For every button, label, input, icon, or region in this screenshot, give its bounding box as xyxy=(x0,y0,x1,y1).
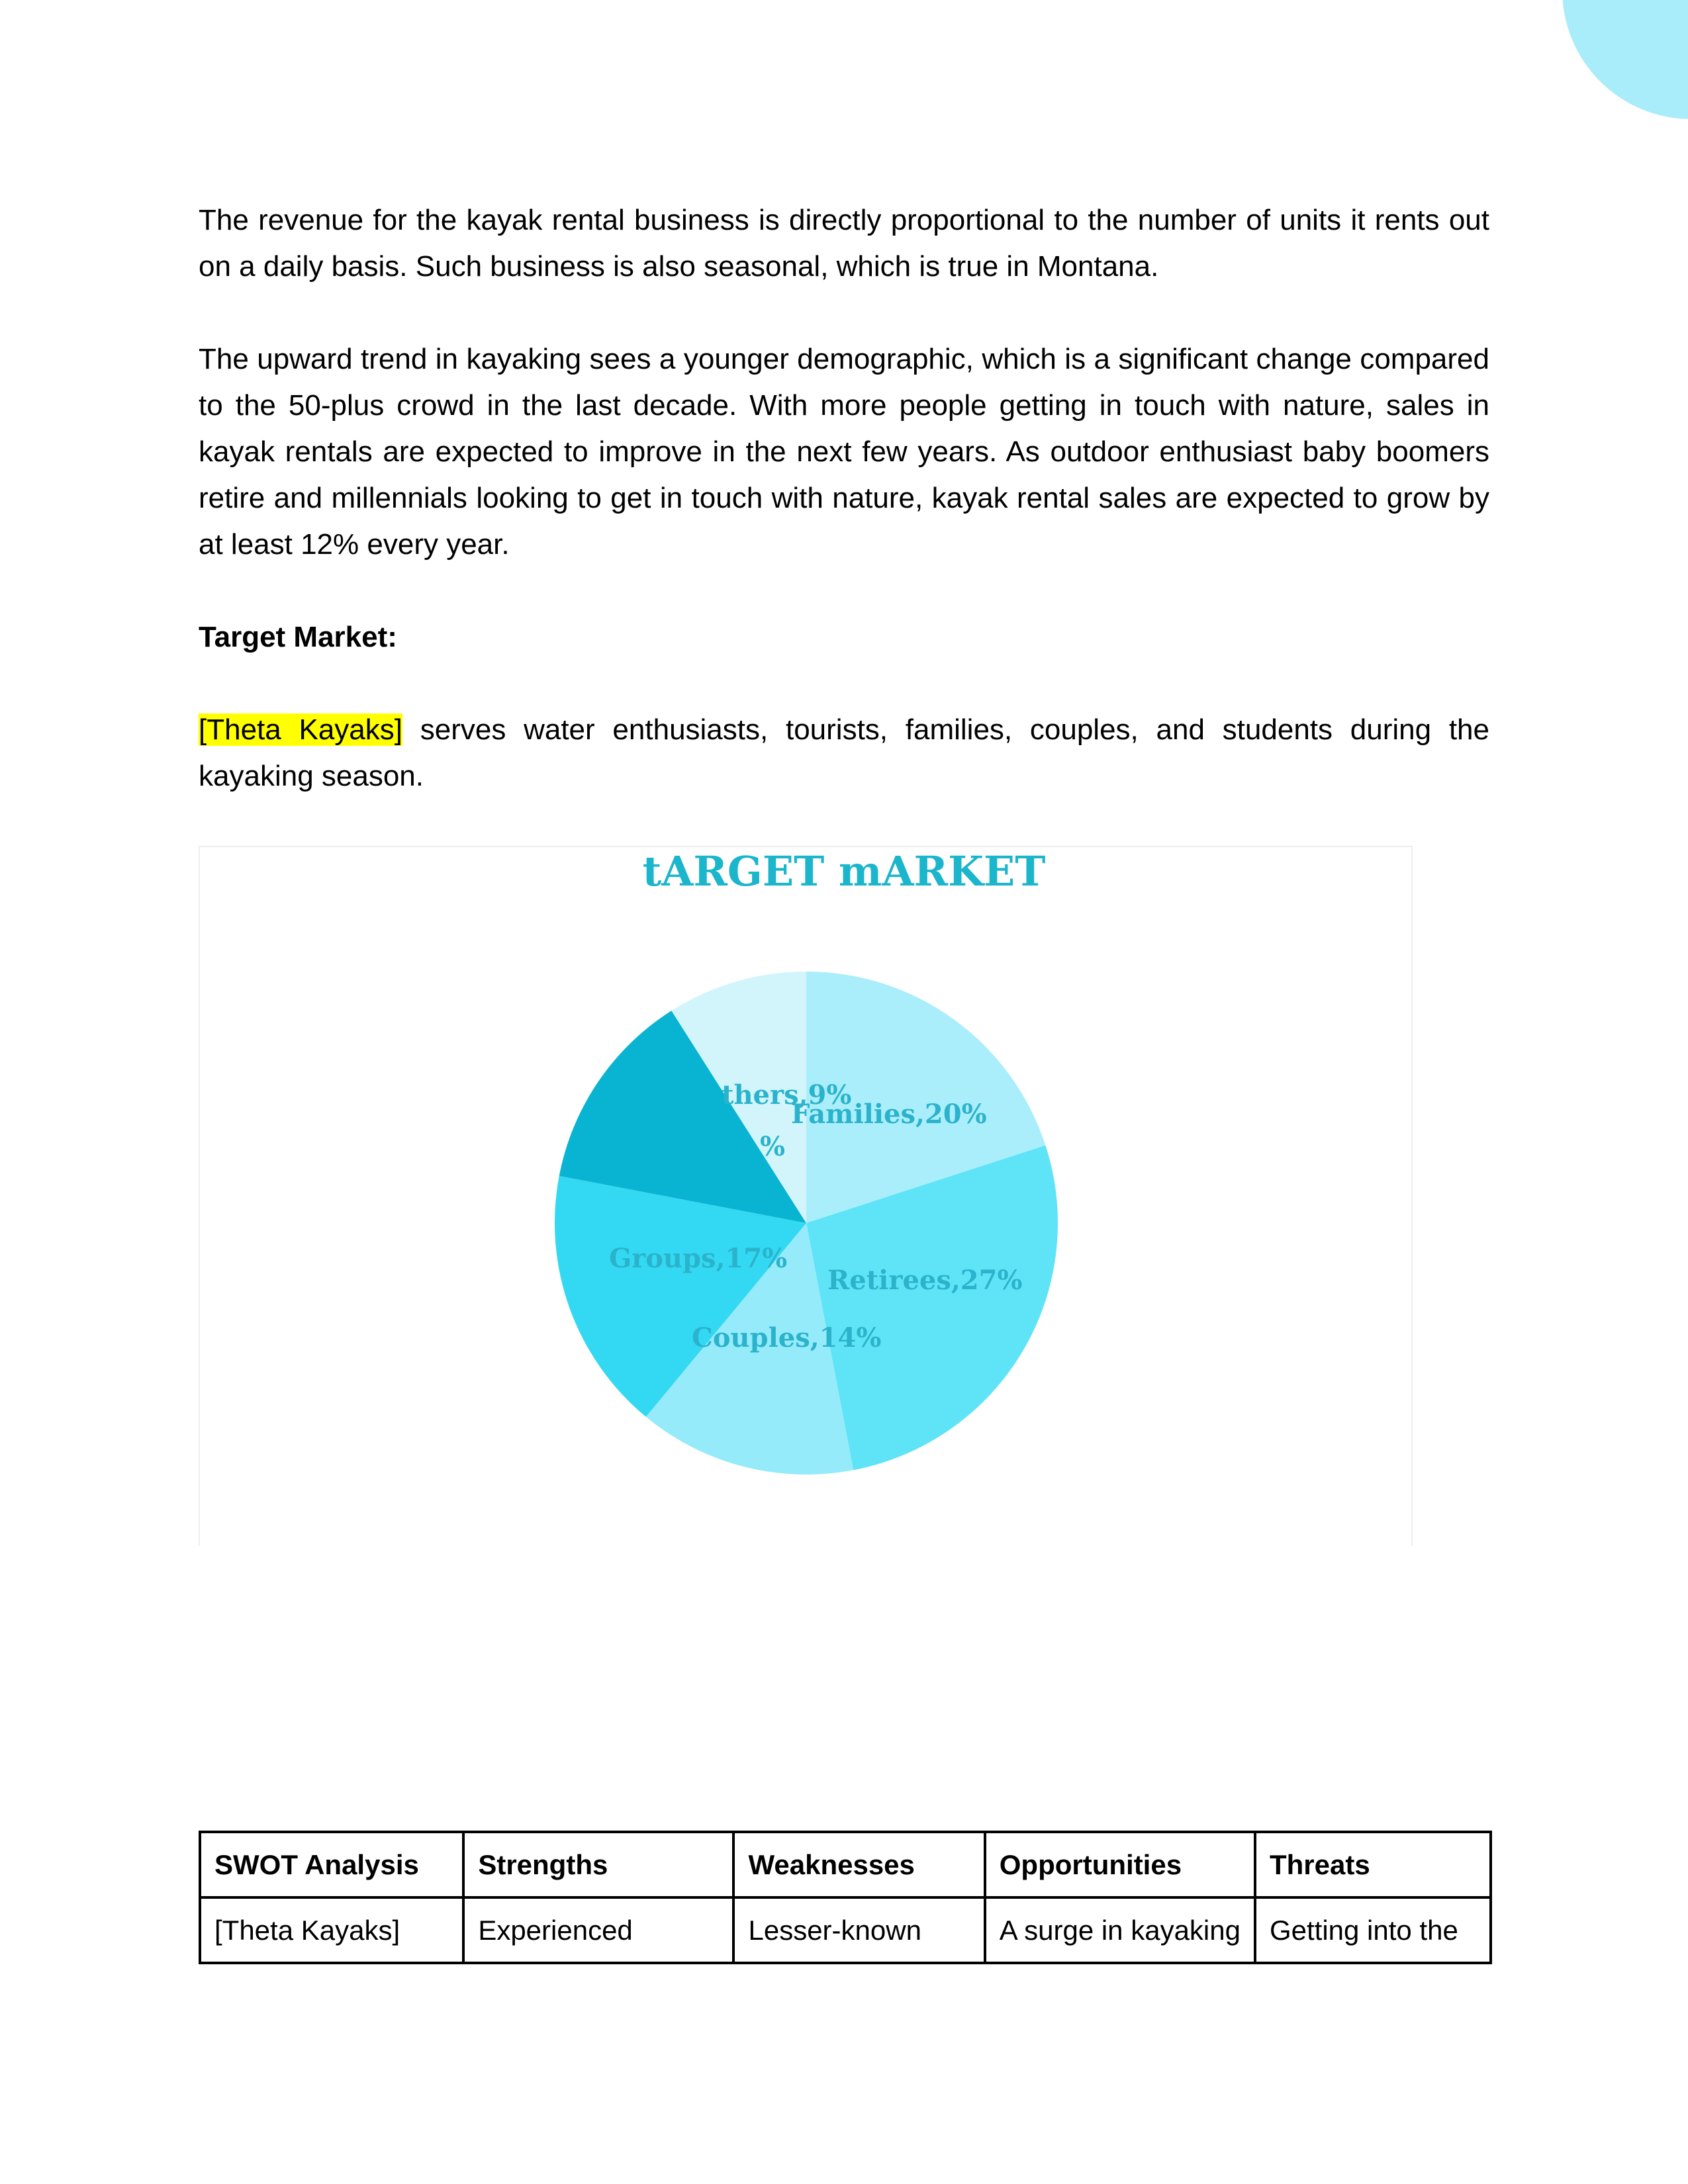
swot-header-cell: Strengths xyxy=(463,1832,733,1897)
pie-label-others: thers,9% xyxy=(722,1079,852,1111)
swot-cell: Getting into the xyxy=(1255,1897,1491,1963)
swot-cell: Lesser-known xyxy=(733,1897,984,1963)
swot-cell: A surge in kayaking xyxy=(985,1897,1255,1963)
highlighted-company-name: [Theta Kayaks] xyxy=(199,713,402,746)
pie-label-families: Families,20% xyxy=(791,1099,987,1130)
heading-target-market: Target Market: xyxy=(199,621,397,653)
swot-table xyxy=(199,1831,1492,1964)
swot-header-cell: Threats xyxy=(1255,1832,1491,1897)
chart-title: tARGET mARKET xyxy=(642,847,1046,895)
pie-label-retirees: Retirees,27% xyxy=(827,1265,1023,1296)
pie-label-couples: Couples,14% xyxy=(692,1322,882,1353)
pie-label-groups: Groups,17% xyxy=(609,1243,788,1274)
swot-header-cell: SWOT Analysis xyxy=(200,1832,463,1897)
paragraph-trend: The upward trend in kayaking sees a younger demographic, which is a significant change compared to the 50-plus crowd in the last decade. With more people getting in touch with nature, sales in kayak rentals are expected to improve in the next few years. As outdoor enthusiast baby boomers retire and millennials looking to get in touch with nature, kayak rental sales are expected to grow by at least 12% every year. xyxy=(199,343,1489,561)
paragraph-revenue: The revenue for the kayak rental business is directly proportional to the number of units it rents out on a daily basis. Such business is also seasonal, which is true in Montana. xyxy=(199,204,1489,283)
swot-cell: [Theta Kayaks] xyxy=(200,1897,463,1963)
swot-data-row xyxy=(200,1897,1491,1963)
swot-cell: Experienced xyxy=(463,1897,733,1963)
pie-label-students: % xyxy=(760,1131,786,1162)
paragraph-target-market-text: serves water enthusiasts, tourists, families, couples, and students during the kayaking season. xyxy=(199,713,1489,792)
swot-header-row xyxy=(200,1832,1491,1897)
swot-header-cell: Opportunities xyxy=(985,1832,1255,1897)
swot-header-cell: Weaknesses xyxy=(733,1832,984,1897)
